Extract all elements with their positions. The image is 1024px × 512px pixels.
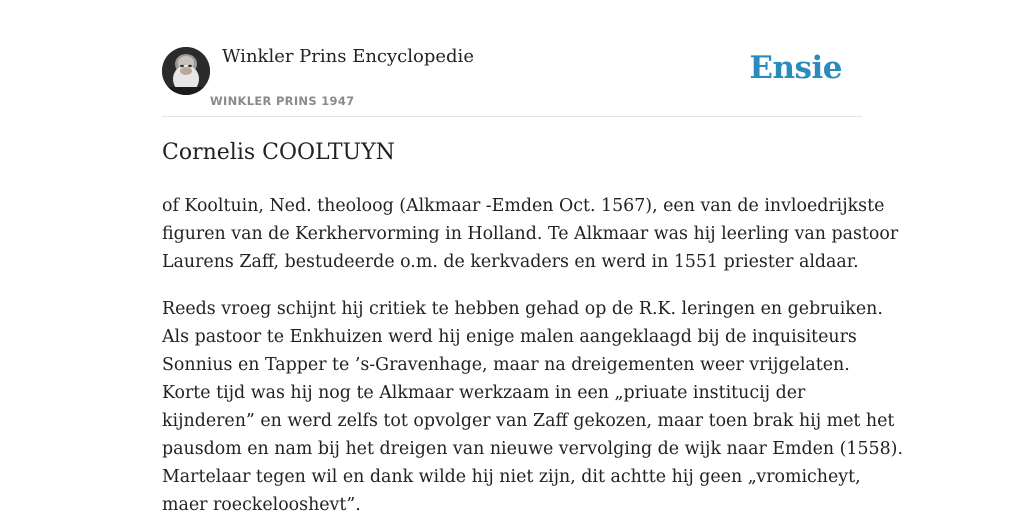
paragraph-line: Als pastoor te Enkhuizen werd hij enige malen aangeklaagd bij de inquisiteurs	[162, 327, 857, 347]
portrait-image	[162, 47, 210, 95]
paragraph-line: Laurens Zaff, bestudeerde o.m. de kerkvaders en werd in 1551 priester aldaar.	[162, 252, 859, 272]
paragraph-line: kijnderen” en werd zelfs tot opvolger van Zaff gekozen, maar toen brak hij met het	[162, 411, 895, 431]
paragraph-line: pausdom en nam bij het dreigen van nieuwe vervolging de wijk naar Emden (1558).	[162, 439, 903, 459]
paragraph-line: figuren van de Kerkhervorming in Holland. Te Alkmaar was hij leerling van pastoor	[162, 224, 899, 244]
paragraph-line: Korte tijd was hij nog te Alkmaar werkzaam in een „priuate institucij der	[162, 383, 806, 403]
article-paragraph	[162, 295, 903, 512]
paragraph-line: Martelaar tegen wil en dank wilde hij niet zijn, dit achtte hij geen „vromicheyt,	[162, 467, 861, 487]
paragraph-line: maer roeckelooshevt”.	[162, 495, 361, 512]
paragraph-line: Reeds vroeg schijnt hij critiek te hebben gehad op de R.K. leringen en gebruiken.	[162, 299, 883, 319]
edition-label[interactable]: WINKLER PRINS 1947	[210, 94, 355, 108]
page-header	[162, 0, 862, 117]
article-title: Cornelis COOLTUYN	[162, 140, 395, 165]
brand-logo[interactable]: Ensie	[749, 50, 842, 86]
paragraph-line: of Kooltuin, Ned. theoloog (Alkmaar -Emden Oct. 1567), een van de invloedrijkste	[162, 196, 885, 216]
article-paragraph	[162, 192, 899, 276]
paragraph-line: Sonnius en Tapper te ’s-Gravenhage, maar na dreigementen weer vrijgelaten.	[162, 355, 850, 375]
site-name[interactable]: Winkler Prins Encyclopedie	[222, 46, 474, 67]
author-avatar[interactable]	[162, 47, 210, 95]
